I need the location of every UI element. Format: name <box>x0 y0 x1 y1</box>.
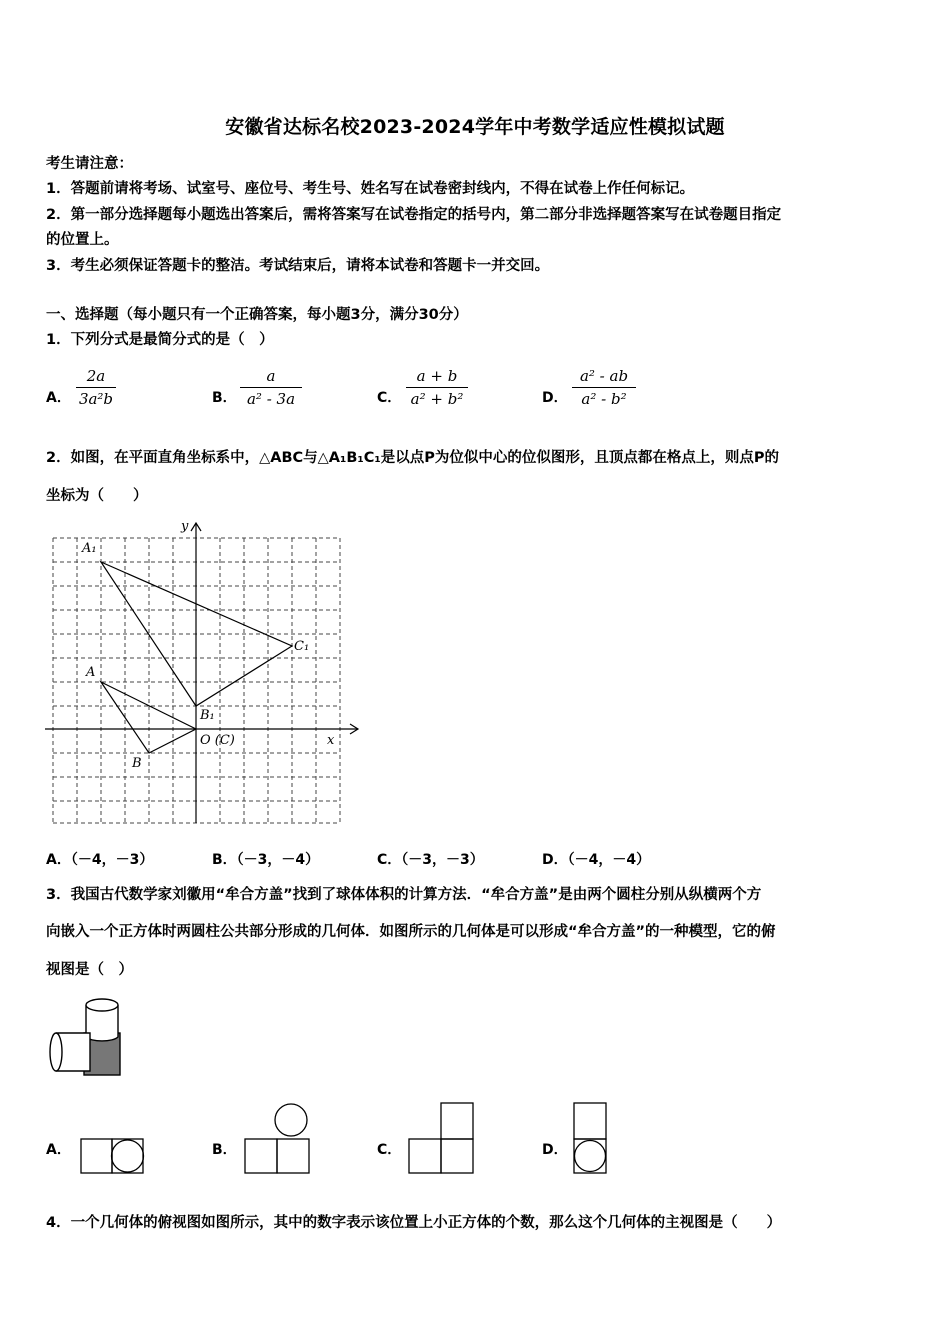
q3-option-c-figure <box>408 1102 474 1174</box>
q1-option-a-fraction <box>76 367 116 408</box>
label-b1: B₁ <box>200 708 215 723</box>
q2-stem-line1: 2．如图，在平面直角坐标系中，△ABC与△A₁B₁C₁是以点P为位似中心的位似图形，且顶点都在格点上，则点P的 <box>46 450 780 466</box>
q3-stem-line1: 3．我国古代数学家刘徽用“牟合方盖”找到了球体体积的计算方法．“牟合方盖”是由两个圆柱分别从纵横两个方 <box>46 887 762 903</box>
q1-option-d-label: D． <box>542 390 568 406</box>
q3-option-c-label: C． <box>377 1142 402 1158</box>
label-x: x <box>327 733 335 748</box>
notice-item-3: 3．考生必须保证答题卡的整洁。考试结束后，请将本试卷和答题卡一并交回。 <box>46 258 550 274</box>
q2-option-c <box>377 849 484 869</box>
circle <box>112 1140 144 1172</box>
square <box>574 1139 606 1173</box>
square <box>441 1139 473 1173</box>
square <box>277 1139 309 1173</box>
q1-stem: 1．下列分式是最简分式的是（ ） <box>46 332 274 348</box>
q3-option-b-figure <box>244 1102 310 1174</box>
q1-b-numerator: a <box>266 367 276 385</box>
label-b: B <box>132 756 142 771</box>
q2-stem-line2: 坐标为（ ） <box>46 488 148 504</box>
q1-b-denominator: a² - 3a <box>246 390 296 408</box>
q2-option-d-value: （－4，－4） <box>567 852 651 868</box>
q2-option-b-label: B． <box>212 852 237 868</box>
coordinate-grid-figure <box>40 518 370 833</box>
label-c1: C₁ <box>294 639 310 654</box>
q1-option-b-fraction <box>240 367 302 408</box>
q1-c-numerator: a + b <box>416 367 458 385</box>
label-origin: O (C) <box>200 733 235 748</box>
q1-option-c-fraction <box>406 367 468 408</box>
circle <box>575 1141 606 1172</box>
fraction-bar <box>406 387 468 388</box>
q4-stem: 4．一个几何体的俯视图如图所示，其中的数字表示该位置上小正方体的个数，那么这个几何体的主视图是（ ） <box>46 1215 782 1231</box>
q1-c-denominator: a² + b² <box>410 390 464 408</box>
square <box>441 1103 473 1139</box>
q2-option-a-label: A． <box>46 852 71 868</box>
notice-heading: 考生请注意： <box>46 156 133 172</box>
q2-option-b-value: （－3，－4） <box>236 852 320 868</box>
notice-item-2: 2．第一部分选择题每小题选出答案后，需将答案写在试卷指定的括号内，第二部分非选择题答案写在试卷题目指定 <box>46 207 782 223</box>
q3-stem-line2: 向嵌入一个正方体时两圆柱公共部分形成的几何体．如图所示的几何体是可以形成“牟合方盖”的一种模型，它的俯 <box>46 924 776 940</box>
q2-option-d-label: D． <box>542 852 568 868</box>
square <box>574 1103 606 1139</box>
label-a1: A₁ <box>82 541 97 556</box>
circle <box>275 1104 307 1136</box>
q2-option-a-value: （－4，－3） <box>70 852 154 868</box>
q1-a-numerator: 2a <box>86 367 106 385</box>
q1-a-denominator: 3a²b <box>78 390 114 408</box>
q2-option-a <box>46 849 153 869</box>
q2-option-d <box>542 849 650 869</box>
label-y: y <box>181 519 189 534</box>
vertical-cylinder-top <box>86 999 118 1011</box>
fraction-bar <box>240 387 302 388</box>
notice-item-2-cont: 的位置上。 <box>46 232 119 248</box>
section-heading: 一、选择题（每小题只有一个正确答案，每小题3分，满分30分） <box>46 307 468 323</box>
square <box>409 1139 441 1173</box>
page-title: 安徽省达标名校2023-2024学年中考数学适应性模拟试题 <box>225 116 725 138</box>
q3-stem-line3: 视图是（ ） <box>46 962 133 978</box>
q1-d-denominator: a² - b² <box>581 390 627 408</box>
horizontal-cylinder-end <box>50 1033 62 1071</box>
q3-option-b-label: B． <box>212 1142 237 1158</box>
q3-option-d-figure <box>573 1102 607 1174</box>
q1-option-b-label: B． <box>212 390 237 406</box>
fraction-bar <box>572 387 636 388</box>
q1-option-a-label: A． <box>46 390 71 406</box>
q1-d-numerator: a² - ab <box>579 367 629 385</box>
q2-option-c-value: （－3，－3） <box>401 852 484 868</box>
q1-option-d-fraction <box>572 367 636 408</box>
q3-option-a-figure <box>80 1138 144 1174</box>
square <box>81 1139 112 1173</box>
q1-option-c-label: C． <box>377 390 402 406</box>
fraction-bar <box>76 387 116 388</box>
q3-option-a-label: A． <box>46 1142 71 1158</box>
q2-option-b <box>212 849 319 869</box>
notice-item-1: 1．答题前请将考场、试室号、座位号、考生号、姓名写在试卷密封线内，不得在试卷上作任何标记。 <box>46 181 695 197</box>
geometry-model-figure <box>46 997 126 1081</box>
q3-option-d-label: D． <box>542 1142 568 1158</box>
square <box>245 1139 277 1173</box>
label-a: A <box>86 665 96 680</box>
q2-option-c-label: C． <box>377 852 402 868</box>
